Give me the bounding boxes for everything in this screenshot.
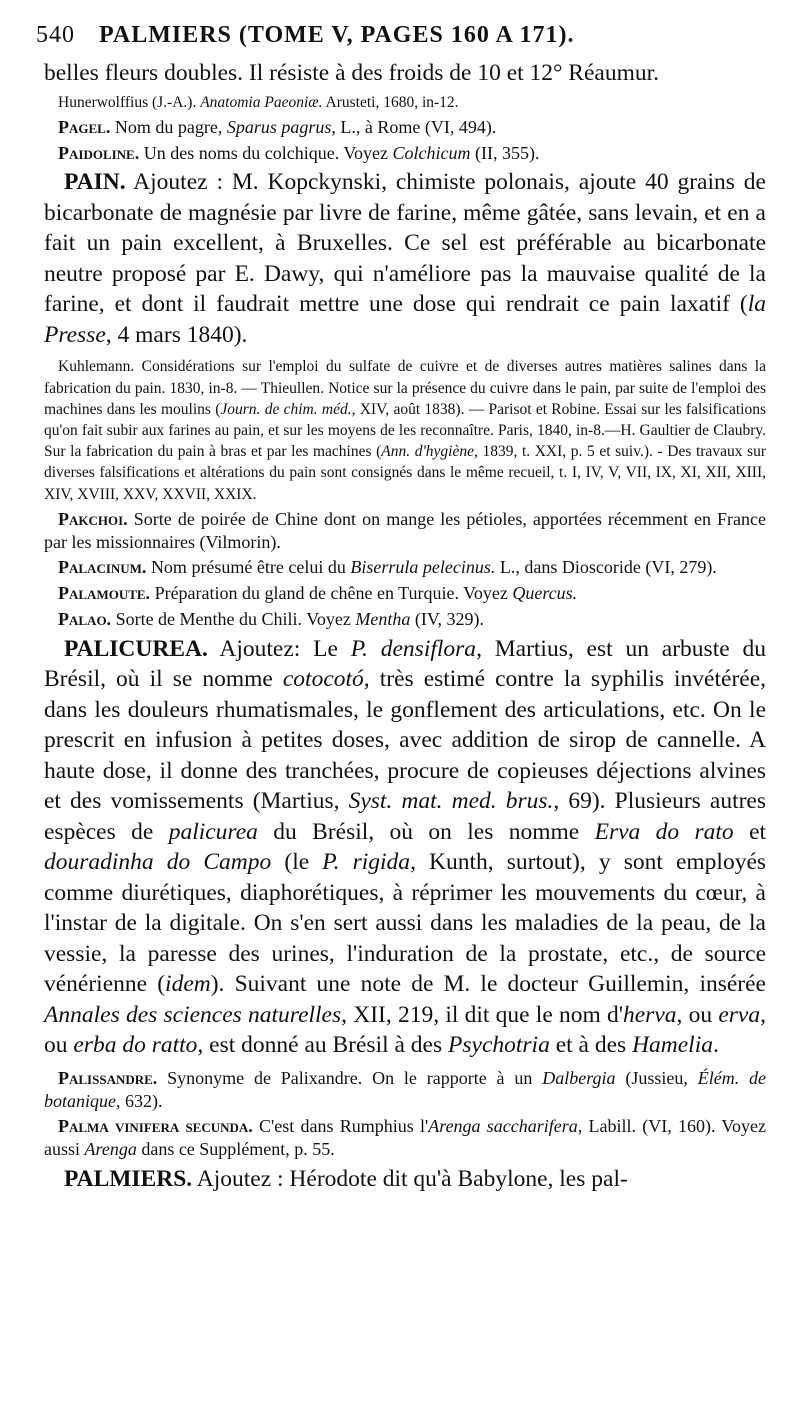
text-segment: dans ce Supplément, p. 55.: [141, 1139, 335, 1160]
entry-palao: [44, 608, 766, 631]
entry-head: PAIN.: [64, 169, 126, 196]
entry-head: PALMIERS.: [64, 1165, 193, 1192]
italic-text: P. rigida: [322, 849, 411, 876]
italic-text: Biserrula pelecinus.: [350, 557, 496, 578]
italic-text: Quercus.: [512, 583, 578, 604]
text-segment: , ou: [676, 1001, 713, 1028]
reference-hunerwolffius: [44, 92, 766, 113]
text-segment: Ajoutez : Hérodote dit qu'à Babylone, les pal-: [196, 1165, 628, 1192]
text-segment: , 632).: [116, 1090, 163, 1111]
entry-head: Palacinum.: [58, 557, 147, 578]
entry-palma-vinifera: [44, 1115, 766, 1161]
entry-head: Pagel.: [58, 116, 111, 137]
entry-continuation: [44, 58, 766, 89]
italic-text: Erva do rato: [594, 818, 734, 845]
text-segment: belles fleurs doubles. Il résiste à des froids de 10 et 12° Réaumur.: [44, 60, 660, 86]
text-segment: (le: [284, 849, 310, 876]
text-segment: (II, 355).: [475, 142, 540, 163]
text-segment: Kuhlemann. Considérations sur l'emploi du sulfate de cuivre et de diverses autres matières salines dans la fabrication du pain. 1830, in-8. — Thieullen. Notice sur la présence du cuivre dans le pain, par suite de l'emploi des machines dans les moulins (: [44, 358, 766, 418]
text-segment: , XIV, août 1838). — Parisot et Robine. Essai sur les falsifications qu'on fait subir aux farines au pain, et sur les moyens de les reconnaître. Paris, 1840, in-8.—H. Gaultier de Claubry. Sur la fabrication du pain à bras et par les machines (: [44, 400, 766, 461]
italic-text: erba do ratto: [73, 1032, 198, 1059]
text-segment: Sorte de Menthe du Chili. Voyez: [115, 608, 351, 629]
text-segment: , 69). Plusieurs autres espèces de: [44, 788, 766, 845]
text-segment: Arusteti, 1680, in-12.: [325, 93, 459, 111]
text-segment: .: [713, 1032, 719, 1059]
text-segment: Synonyme de Palixandre. On le rapporte à un: [167, 1067, 533, 1088]
text-segment: , très estimé contre la syphilis invétérée, dans les douleurs rhumatismales, le gonflement des articulations, etc. On le prescrit en infusion à petites doses, avec addition de sirop de cannelle. A haute dose, il donne des tranchées, procure de copieuses déjections alvines et des vomissements (Martius,: [44, 666, 767, 815]
text-segment: Hunerwolffius (J.-A.).: [58, 93, 197, 111]
italic-text: Annales des sciences naturelles: [44, 1001, 342, 1028]
page-body: [44, 58, 766, 1194]
entry-head: Palao.: [58, 608, 112, 629]
text-segment: , 4 mars 1840).: [105, 321, 248, 348]
italic-text: Anatomia Paeoniæ.: [200, 93, 323, 111]
text-segment: ). Suivant une note de M. le docteur Guillemin, insérée: [210, 971, 766, 998]
text-segment: L., à Rome (VI, 494).: [340, 116, 497, 137]
text-segment: Nom du pagre,: [114, 116, 223, 137]
italic-text: Arenga: [84, 1139, 137, 1160]
entry-palamoute: [44, 582, 766, 605]
text-segment: Préparation du gland de chêne en Turquie. Voyez: [154, 583, 508, 604]
italic-text: erva: [718, 1001, 761, 1028]
entry-head: Pakchoi.: [58, 508, 128, 529]
entry-palacinum: [44, 556, 766, 579]
italic-text: idem: [165, 971, 211, 998]
text-segment: Ajoutez : M. Kopckynski, chimiste polonais, ajoute 40 grains de bicarbonate de magnésie par livre de farine, même gâtée, sans levain, et en a fait un pain excellent, à Bruxelles. Ce sel est préférable au bicarbonate neutre proposé par E. Dawy, qui n'améliore pas la mauvaise qualité de la farine, et dont il faudrait mettre une dose qui rendrait ce pain laxatif (: [44, 169, 766, 318]
text-segment: (Jussieu,: [625, 1067, 688, 1088]
italic-text: Hamelia: [632, 1032, 713, 1059]
text-segment: , Martius, est un arbuste du Brésil, où il se nomme: [44, 635, 766, 693]
text-segment: Nom présumé être celui du: [150, 557, 346, 578]
italic-text: Dalbergia: [542, 1067, 616, 1088]
text-segment: L., dans Dioscoride (VI, 279).: [499, 557, 717, 578]
italic-text: Mentha: [355, 608, 411, 629]
entry-palissandre: [44, 1067, 766, 1113]
references-pain: [44, 356, 766, 504]
entry-head: Palamoute.: [58, 583, 151, 604]
entry-head: PALICUREA.: [64, 635, 208, 662]
text-segment: , Kunth, surtout), y sont employés comme diurétiques, diaphorétiques, à réprimer les mouvements du cœur, à l'instar de la digitale. On s'en sert aussi dans les maladies de la peau, de la vessie, la paresse des urines, l'induration de la prostate, etc., de source vénérienne (: [44, 849, 767, 998]
text-segment: C'est dans Rumphius l': [259, 1116, 429, 1137]
text-segment: Ajoutez: Le: [219, 635, 338, 662]
text-segment: (IV, 329).: [414, 608, 485, 629]
italic-text: la Presse: [44, 291, 766, 348]
page-number: 540: [36, 22, 75, 48]
text-segment: Un des noms du colchique. Voyez: [143, 142, 389, 163]
italic-text: P. densiflora: [350, 635, 477, 662]
italic-text: Psychotria: [448, 1032, 550, 1059]
text-segment: et à des: [555, 1032, 627, 1059]
entry-head: Paidoline.: [58, 142, 140, 163]
text-segment: du Brésil, où on les nomme: [273, 818, 580, 845]
text-segment: Sorte de poirée de Chine dont on mange les pétioles, apportées récemment en France par les missionnaires (Vilmorin).: [44, 508, 766, 552]
entry-paidoline: [44, 142, 766, 165]
italic-text: Syst. mat. med. brus.: [348, 788, 554, 815]
italic-text: douradinha do Campo: [44, 849, 272, 876]
text-segment: , XII, 219, il dit que le nom d': [341, 1001, 623, 1028]
italic-text: Sparus pagrus,: [226, 116, 336, 137]
entry-pakchoi: [44, 508, 766, 554]
entry-pagel: [44, 116, 766, 139]
running-head: [36, 22, 766, 58]
italic-text: Colchicum: [392, 142, 471, 163]
entry-palicurea: [44, 634, 766, 1061]
entry-palmiers: [44, 1164, 766, 1195]
italic-text: herva: [623, 1001, 677, 1028]
entry-head: Palma vinifera secunda.: [58, 1116, 253, 1137]
italic-text: Journ. de chim. méd.: [220, 400, 352, 418]
text-segment: , ou: [44, 1001, 766, 1059]
running-title: PALMIERS (TOME V, PAGES 160 A 171).: [99, 22, 575, 48]
text-segment: , Labill. (VI, 160). Voyez aussi: [44, 1116, 767, 1160]
italic-text: cotocotó: [282, 666, 364, 693]
text-segment: , 1839, t. XXI, p. 5 et suiv.). - Des travaux sur diverses falsifications et altérations du pain sont consignés dans le même recueil, t. I, IV, V, VII, IX, XI, XII, XIII, XIV, XVIII, XXV, XXVII, XXIX.: [44, 443, 766, 503]
italic-text: Élém. de botanique: [44, 1067, 767, 1111]
italic-text: Ann. d'hygiène: [381, 443, 474, 461]
italic-text: Arenga saccharifera: [428, 1116, 578, 1137]
text-segment: et: [749, 818, 767, 845]
text-segment: , est donné au Brésil à des: [197, 1032, 443, 1059]
italic-text: palicurea: [168, 818, 258, 845]
entry-pain: [44, 167, 766, 350]
entry-head: Palissandre.: [58, 1067, 158, 1088]
